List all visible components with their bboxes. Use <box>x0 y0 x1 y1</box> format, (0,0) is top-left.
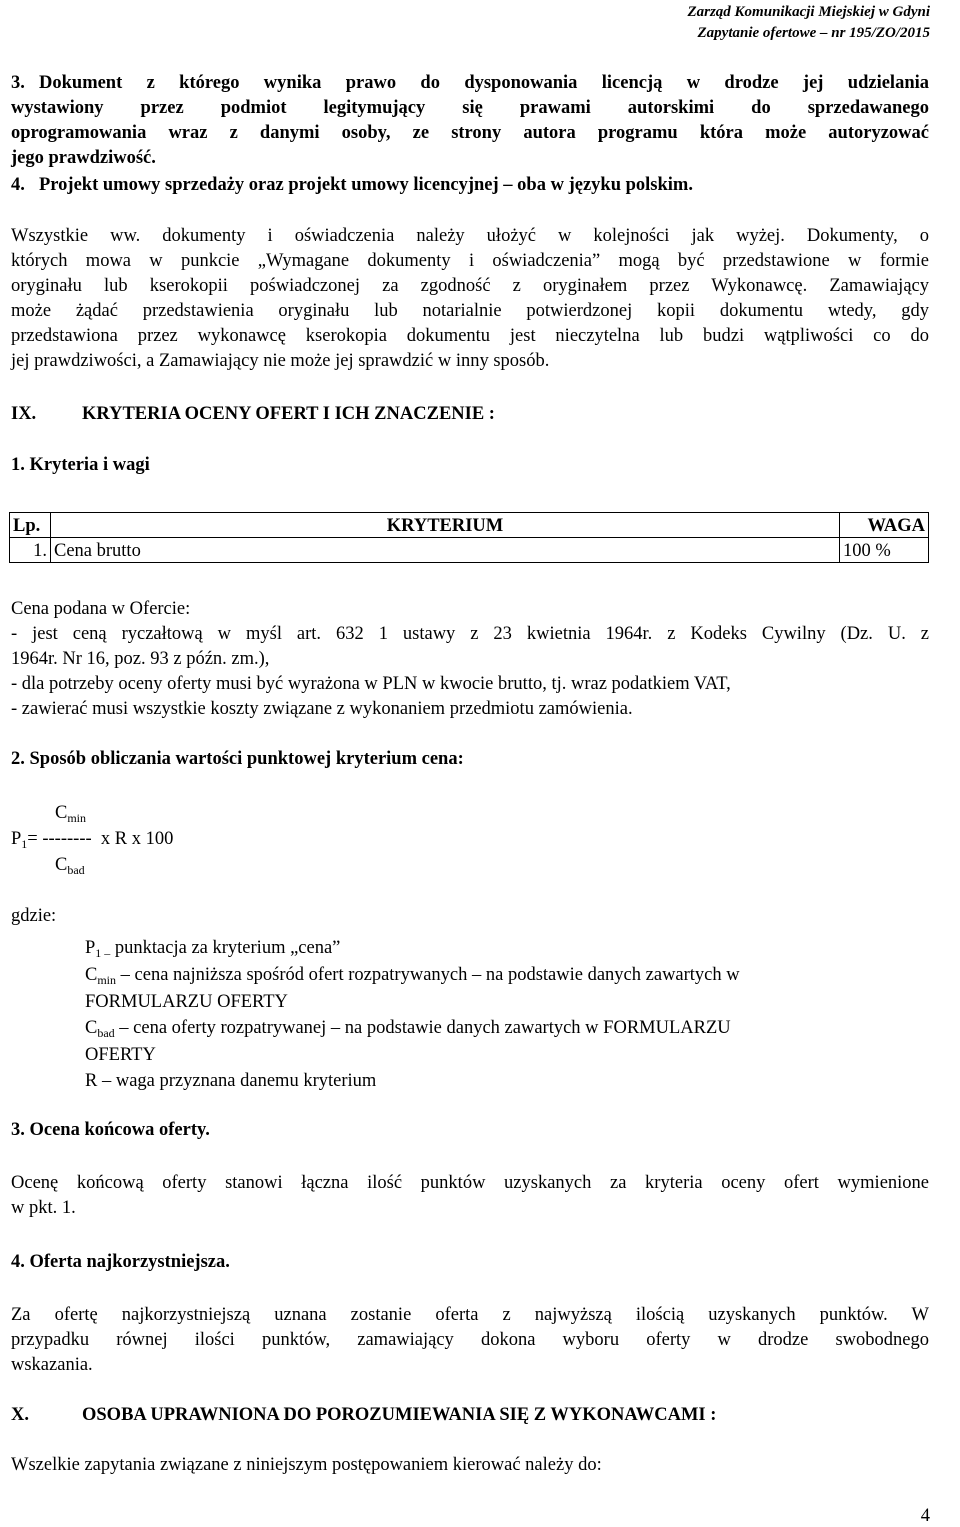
subheading-price-scoring: 2. Sposób obliczania wartości punktowej kryterium cena: <box>11 749 464 769</box>
paragraph-line: oryginału lub kserokopii poświadczonej za zgodność z oryginałem przez Wykonawcę. Zamawiający <box>11 276 929 296</box>
section-ix-title: KRYTERIA OCENY OFERT I ICH ZNACZENIE : <box>82 404 495 424</box>
formula-c: C <box>55 855 68 875</box>
item-number: 3. <box>11 73 25 93</box>
formula-sub-bad: bad <box>67 863 85 877</box>
header-criterion: KRYTERIUM <box>51 513 840 538</box>
inquiries-line: Wszelkie zapytania związane z niniejszym postępowaniem kierować należy do: <box>11 1455 602 1475</box>
subheading-criteria-weights: 1. Kryteria i wagi <box>11 455 150 475</box>
subheading-final-score: 3. Ocena końcowa oferty. <box>11 1120 210 1140</box>
formula-sub-min: min <box>67 811 87 825</box>
header-lp: Lp. <box>10 513 51 538</box>
legend-text: punktacja za kryterium „cena” <box>110 938 341 958</box>
paragraph-line: jej prawdziwości, a Zamawiający nie może jej sprawdzić w inny sposób. <box>11 351 550 371</box>
legend-p1 <box>85 935 885 962</box>
section-ix-number: IX. <box>11 404 37 424</box>
legend-text: FORMULARZU OFERTY <box>85 992 288 1012</box>
legend-symbol: C <box>85 965 98 985</box>
table-header-row <box>10 513 929 538</box>
header-inquiry-number: Zapytanie ofertowe – nr 195/ZO/2015 <box>697 25 930 41</box>
paragraph-line: których mowa w punkcie „Wymagane dokumenty i oświadczenia” mogą być przedstawione w formie <box>11 251 929 271</box>
formula-main <box>11 829 173 850</box>
table-row <box>10 538 929 563</box>
criteria-table <box>9 512 929 563</box>
formula-p-sub: 1 <box>21 837 28 851</box>
formula-denominator <box>55 855 85 876</box>
paragraph-line: Wszystkie ww. dokumenty i oświadczenia należy ułożyć w kolejności jak wyżej. Dokumenty, o <box>11 226 929 246</box>
price-info-line: - zawierać musi wszystkie koszty związane z wykonaniem przedmiotu zamówienia. <box>11 699 633 719</box>
legend-subscript: bad <box>97 1026 115 1040</box>
legend-text: – cena oferty rozpatrywanej – na podstawie danych zawartych w FORMULARZU <box>114 1018 731 1038</box>
formula-legend <box>85 935 885 1094</box>
document-header <box>687 2 930 44</box>
paragraph-line: Za ofertę najkorzystniejszą uznana zostanie oferta z najwyższą ilością uzyskanych punktów. W <box>11 1305 929 1325</box>
header-weight: WAGA <box>840 513 929 538</box>
requirement-item-4 <box>11 173 929 198</box>
requirement-item-3 <box>11 71 929 171</box>
legend-subscript: min <box>97 973 117 987</box>
gdzie-label: gdzie: <box>11 906 57 926</box>
legend-symbol: C <box>85 1018 98 1038</box>
paragraph-line: wskazania. <box>11 1355 93 1375</box>
price-info-line: - dla potrzeby oceny oferty musi być wyrażona w PLN w kwocie brutto, tj. wraz podatkiem VAT, <box>11 674 731 694</box>
price-info-line: - jest ceną ryczałtową w myśl art. 632 1 ustawy z 23 kwietnia 1964r. z Kodeks Cywilny (Dz. U. z <box>11 624 929 644</box>
final-score-paragraph <box>11 1171 929 1221</box>
subheading-best-offer: 4. Oferta najkorzystniejsza. <box>11 1252 230 1272</box>
best-offer-paragraph <box>11 1303 929 1378</box>
price-info-line: Cena podana w Ofercie: <box>11 599 191 619</box>
section-x-number: X. <box>11 1405 29 1425</box>
page-number: 4 <box>920 1506 930 1526</box>
paragraph-line: w pkt. 1. <box>11 1198 76 1218</box>
paragraph-line: może żądać przedstawienia oryginału lub notarialnie potwierdzonej kopii dokumentu wtedy, gdy <box>11 301 929 321</box>
price-info <box>11 597 929 722</box>
item-text: oprogramowania wraz z danymi osoby, ze strony autora programu która może autoryzować <box>11 123 929 143</box>
legend-symbol: P <box>85 938 96 958</box>
price-info-line: 1964r. Nr 16, poz. 93 z późn. zm.), <box>11 649 270 669</box>
paragraph-line: Ocenę końcową oferty stanowi łączna ilość punktów uzyskanych za kryteria oceny ofert wymienione <box>11 1173 929 1193</box>
legend-cmin <box>85 962 885 989</box>
formula-c: C <box>55 803 68 823</box>
formula-p: P <box>11 829 22 849</box>
cell-weight: 100 % <box>840 538 929 563</box>
cell-lp: 1. <box>10 538 51 563</box>
paragraph-line: przedstawiona przez wykonawcę kserokopia dokumentu jest nieczytelna lub budzi wątpliwości co do <box>11 326 929 346</box>
legend-r: R – waga przyznana danemu kryterium <box>85 1071 377 1091</box>
item-text: Projekt umowy sprzedaży oraz projekt umowy licencyjnej – oba w języku polskim. <box>39 175 693 195</box>
legend-subscript: 1 – <box>95 946 111 960</box>
item-number: 4. <box>11 175 25 195</box>
legend-text: OFERTY <box>85 1045 156 1065</box>
item-text: Dokument z którego wynika prawo do dysponowania licencją w drodze jej udzielania <box>39 73 929 93</box>
formula-expression: = -------- x R x 100 <box>27 829 174 849</box>
item-text: jego prawdziwość. <box>11 148 156 168</box>
paragraph-line: przypadku równej ilości punktów, zamawiający dokona wyboru oferty w drodze swobodnego <box>11 1330 929 1350</box>
section-x-title: OSOBA UPRAWNIONA DO POROZUMIEWANIA SIĘ Z WYKONAWCAMI : <box>82 1405 717 1425</box>
legend-cbad <box>85 1015 885 1042</box>
legend-text: – cena najniższa spośród ofert rozpatrywanych – na podstawie danych zawartych w <box>116 965 740 985</box>
header-organization: Zarząd Komunikacji Miejskiej w Gdyni <box>687 4 930 20</box>
documents-paragraph <box>11 224 929 374</box>
formula-numerator <box>55 803 86 824</box>
item-text: wystawiony przez podmiot legitymujący się prawami autorskimi do sprzedawanego <box>11 98 929 118</box>
cell-criterion: Cena brutto <box>51 538 840 563</box>
